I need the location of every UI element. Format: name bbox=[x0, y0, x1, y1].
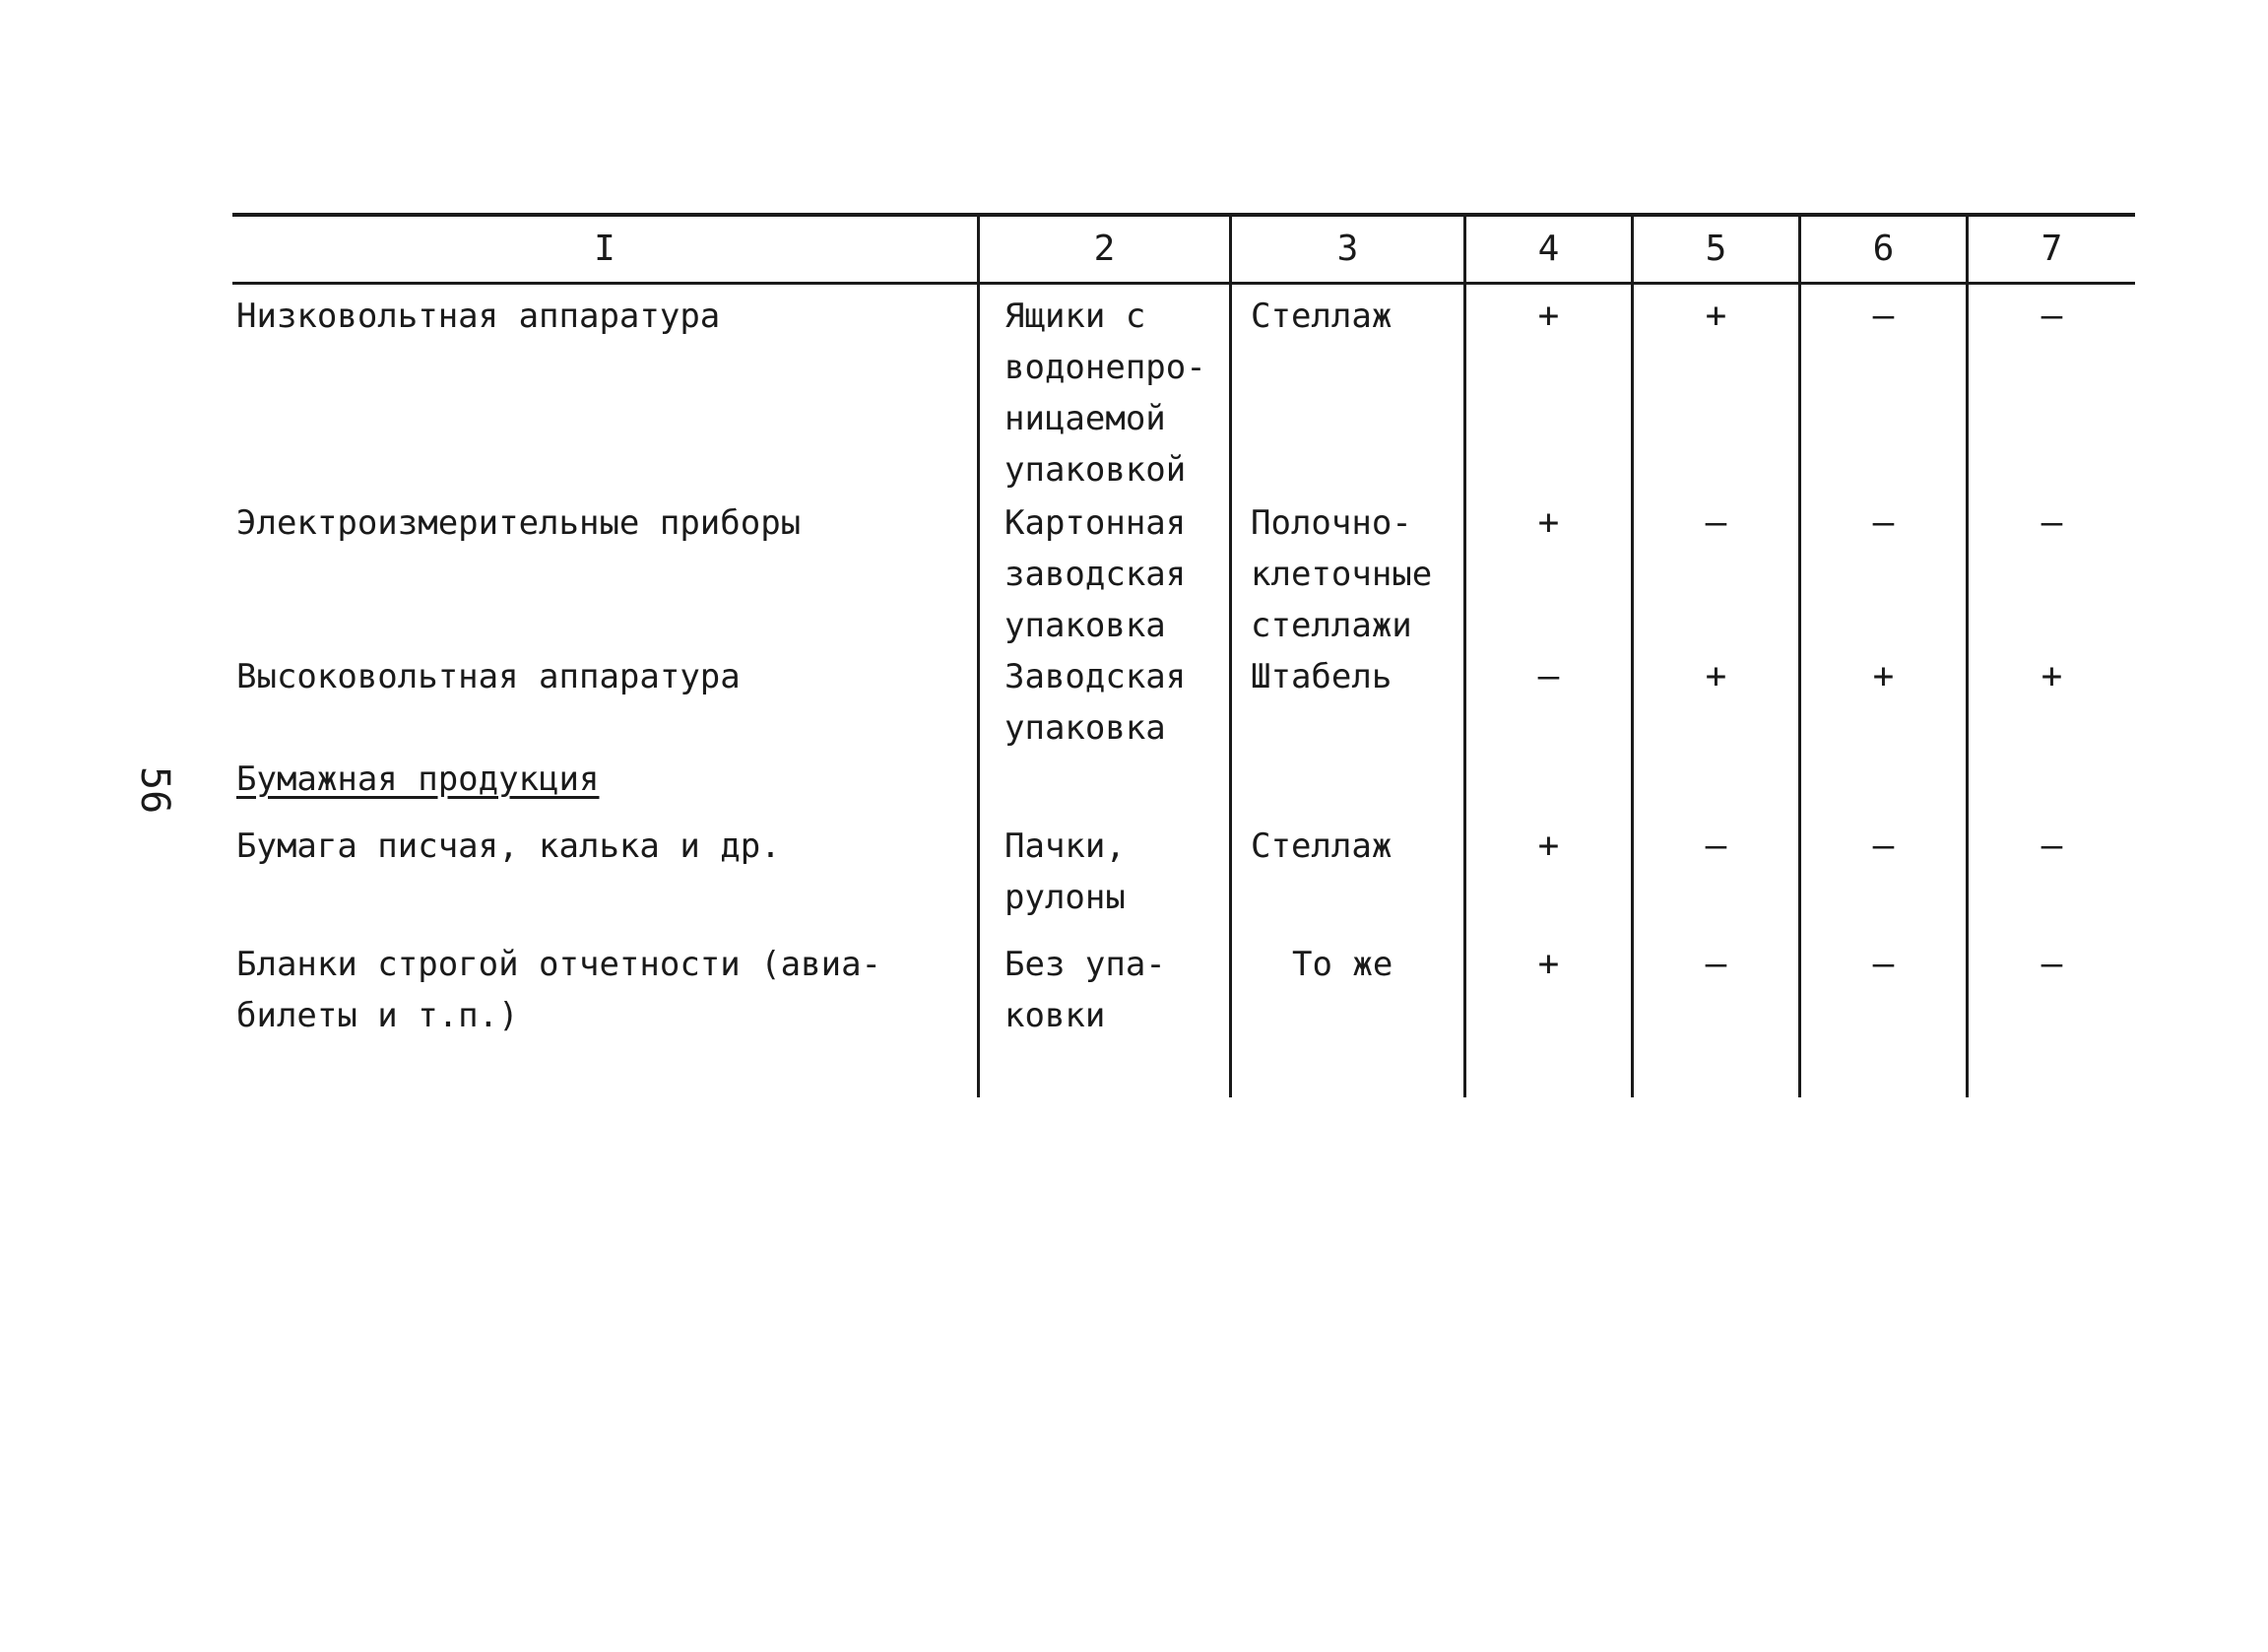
page-number: 56 bbox=[132, 766, 177, 815]
header-row bbox=[232, 217, 2135, 282]
row-0-name: Низковольтная аппаратура bbox=[236, 297, 721, 336]
table-body bbox=[232, 285, 2135, 1100]
row-5-storage: То же bbox=[1292, 945, 1393, 984]
header-col-5: 5 bbox=[1705, 229, 1727, 269]
row-1-col5: – bbox=[1705, 502, 1727, 543]
row-5-col6: – bbox=[1872, 944, 1895, 984]
header-col-7: 7 bbox=[2041, 229, 2063, 269]
row-4-name: Бумага писчая, калька и др. bbox=[236, 826, 781, 866]
row-4-col7: – bbox=[2041, 826, 2063, 866]
row-5-col5: – bbox=[1705, 944, 1727, 984]
row-1-storage: Полочно- клеточные стеллажи bbox=[1251, 503, 1433, 645]
row-2-storage: Штабель bbox=[1251, 657, 1393, 696]
row-4-col5: – bbox=[1705, 826, 1727, 866]
row-0-col5: + bbox=[1705, 296, 1727, 336]
row-1-col6: – bbox=[1872, 502, 1895, 543]
header-col-2: 2 bbox=[1093, 229, 1116, 269]
row-2-col5: + bbox=[1705, 656, 1727, 696]
row-5-col4: + bbox=[1537, 944, 1560, 984]
row-5-col7: – bbox=[2041, 944, 2063, 984]
row-0-storage: Стеллаж bbox=[1251, 297, 1393, 336]
row-5-name: Бланки строгой отчетности (авиа- билеты и т.п.) bbox=[236, 945, 882, 1035]
row-1-col7: – bbox=[2041, 502, 2063, 543]
row-0-col6: – bbox=[1872, 296, 1895, 336]
row-4-packaging: Пачки, рулоны bbox=[1004, 826, 1126, 917]
row-5-packaging: Без упа- ковки bbox=[1004, 945, 1166, 1035]
header-col-4: 4 bbox=[1537, 229, 1560, 269]
row-2-col4: – bbox=[1537, 656, 1560, 696]
row-0-col7: – bbox=[2041, 296, 2063, 336]
section-heading: Бумажная продукция bbox=[236, 760, 600, 799]
row-1-col4: + bbox=[1537, 502, 1560, 543]
row-1-packaging: Картонная заводская упаковка bbox=[1004, 503, 1187, 645]
row-0-col4: + bbox=[1537, 296, 1560, 336]
row-0-packaging: Ящики с водонепро- ницаемой упаковкой bbox=[1004, 297, 1206, 490]
row-1-name: Электроизмерительные приборы bbox=[236, 503, 802, 543]
row-4-col4: + bbox=[1537, 826, 1560, 866]
row-2-name: Высоковольтная аппаратура bbox=[236, 657, 741, 696]
header-col-3: 3 bbox=[1336, 229, 1359, 269]
header-col-1: I bbox=[594, 229, 616, 269]
row-4-storage: Стеллаж bbox=[1251, 826, 1393, 866]
row-2-col6: + bbox=[1872, 656, 1895, 696]
row-4-col6: – bbox=[1872, 826, 1895, 866]
storage-table bbox=[232, 213, 2135, 1100]
row-2-packaging: Заводская упаковка bbox=[1004, 657, 1187, 748]
row-2-col7: + bbox=[2041, 656, 2063, 696]
header-col-6: 6 bbox=[1872, 229, 1895, 269]
